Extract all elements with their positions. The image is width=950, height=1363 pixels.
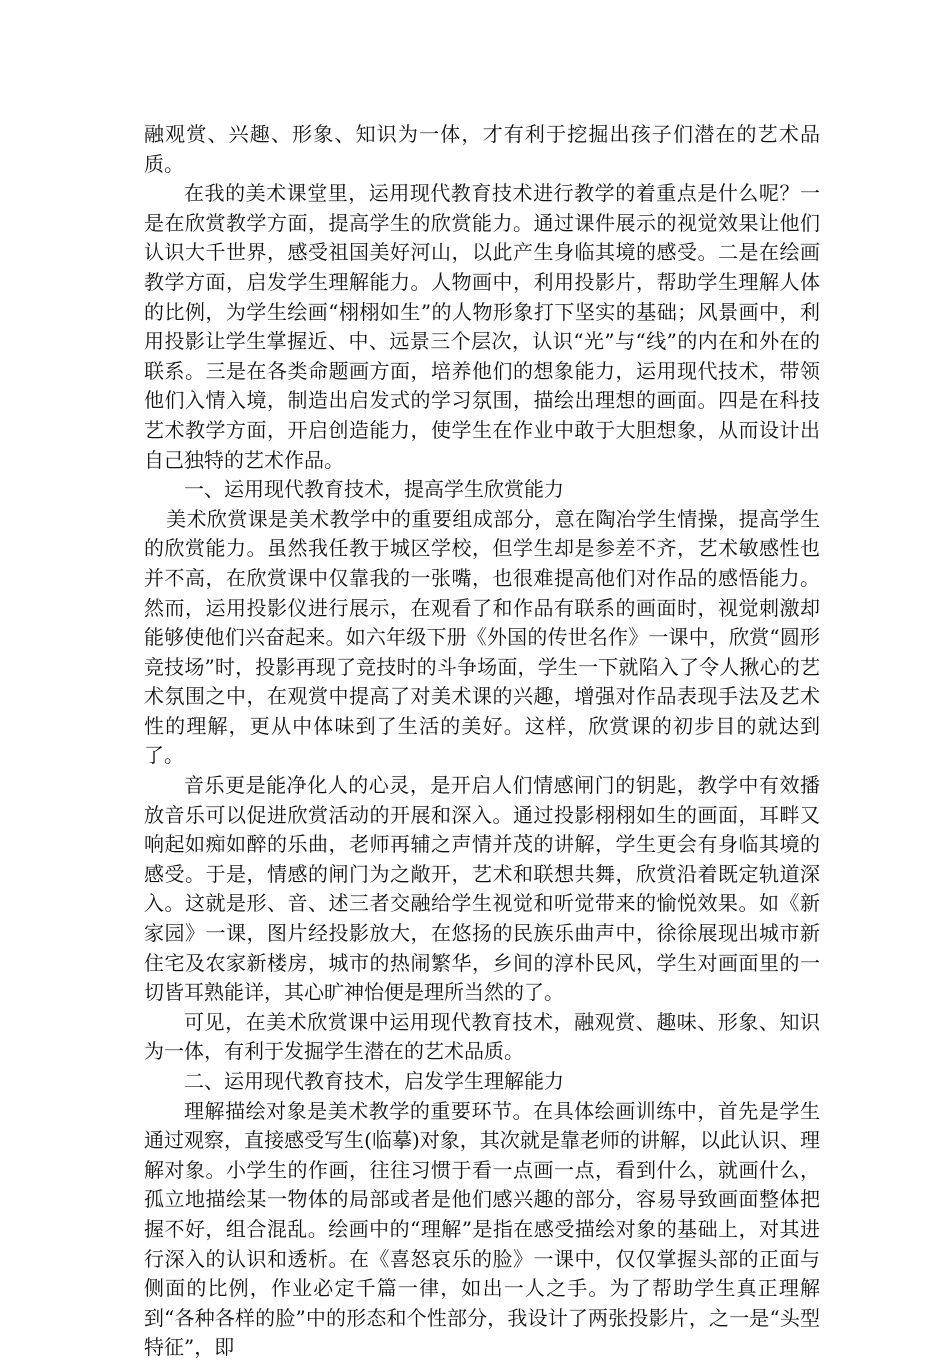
document-body — [144, 120, 820, 1363]
section-heading-one: 一、运用现代教育技术，提高学生欣赏能力 — [184, 477, 564, 502]
section-heading-two: 二、运用现代教育技术，启发学生理解能力 — [184, 1069, 564, 1093]
paragraph-conclusion: 可见，在美术欣赏课中运用现代教育技术，融观赏、趣味、形象、知识为一体，有利于发掘学生潜在的艺术品质。 — [144, 1009, 820, 1064]
paragraph-appreciation: 美术欣赏课是美术教学中的重要组成部分，意在陶冶学生情操，提高学生的欣赏能力。虽然我任教于城区学校，但学生却是参差不齐，艺术敏感性也并不高，在欣赏课中仅靠我的一张嘴，也很难提高他们对作品的感悟能力。然而，运用投影仪进行展示，在观看了和作品有联系的画面时，视觉刺激却能够使他们兴奋起来。如六年级下册《外国的传世名作》一课中，欣赏“圆形竞技场”时，投影再现了竞技时的斗争场面，学生一下就陷入了令人揪心的艺术氛围之中，在观赏中提高了对美术课的兴趣，增强对作品表现手法及艺术性的理解，更从中体味到了生活的美好。这样，欣赏课的初步目的就达到了。 — [144, 506, 820, 768]
paragraph-music: 音乐更是能净化人的心灵，是开启人们情感闸门的钥匙，教学中有效播放音乐可以促进欣赏活动的开展和深入。通过投影栩栩如生的画面，耳畔又响起如痴如醉的乐曲，老师再辅之声情并茂的讲解，学生更会有身临其境的感受。于是，情感的闸门为之敞开，艺术和联想共舞，欣赏沿着既定轨道深入。这就是形、音、述三者交融给学生视觉和听觉带来的愉悦效果。如《新家园》一课，图片经投影放大，在悠扬的民族乐曲声中，徐徐展现出城市新住宅及农家新楼房，城市的热闹繁华，乡间的淳朴民风，学生对画面里的一切皆耳熟能详，其心旷神怡便是理所当然的了。 — [144, 773, 820, 1005]
paragraph-understanding: 理解描绘对象是美术教学的重要环节。在具体绘画训练中，首先是学生通过观察，直接感受写生(临摹)对象，其次就是靠老师的讲解，以此认识、理解对象。小学生的作画，往往习惯于看一点画一点，看到什么，就画什么，孤立地描绘某一物体的局部或者是他们感兴趣的部分，容易导致画面整体把握不好，组合混乱。绘画中的“理解”是指在感受描绘对象的基础上，对其进行深入的认识和透析。在《喜怒哀乐的脸》一课中，仅仅掌握头部的正面与侧面的比例，作业必定千篇一律，如出一人之手。为了帮助学生真正理解到“各种各样的脸”中的形态和个性部分，我设计了两张投影片，之一是“头型特征”，即 — [144, 1098, 820, 1360]
paragraph-continuation: 融观赏、兴趣、形象、知识为一体，才有利于挖掘出孩子们潜在的艺术品质。 — [144, 122, 820, 176]
paragraph-overview: 在我的美术课堂里，运用现代教育技术进行教学的着重点是什么呢？一是在欣赏教学方面，提高学生的欣赏能力。通过课件展示的视觉效果让他们认识大千世界，感受祖国美好河山，以此产生身临其境的感受。二是在绘画教学方面，启发学生理解能力。人物画中，利用投影片，帮助学生理解人体的比例，为学生绘画“栩栩如生”的人物形象打下坚实的基础；风景画中，利用投影让学生掌握近、中、远景三个层次，认识“光”与“线”的内在和外在的联系。三是在各类命题画方面，培养他们的想象能力，运用现代技术，带领他们入情入境，制造出启发式的学习氛围，描绘出理想的画面。四是在科技艺术教学方面，开启创造能力，使学生在作业中敢于大胆想象，从而设计出自己独特的艺术作品。 — [144, 181, 820, 472]
